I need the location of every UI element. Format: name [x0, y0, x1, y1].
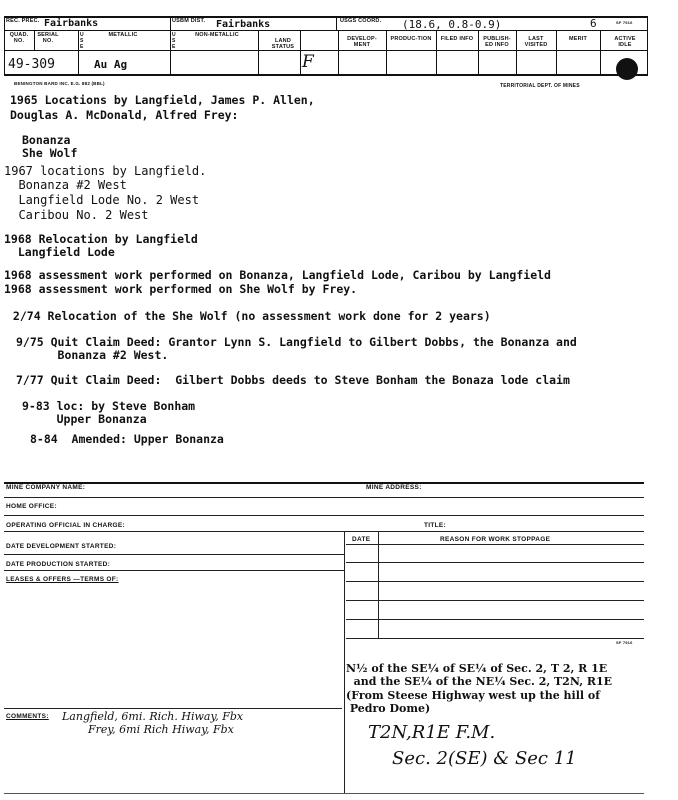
legal-description-line: (From Steese Highway west up the hill of	[346, 689, 600, 702]
land-status-value: F	[302, 52, 314, 72]
rec-prec-label: REC. PREC.	[6, 18, 40, 24]
date-column-label: DATE	[352, 536, 371, 543]
history-line: 2/74 Relocation of the She Wolf (no assessment work done for 2 years)	[6, 309, 491, 323]
published-info-label: PUBLISH-ED INFO	[483, 36, 511, 48]
printer-line: BENINGTON BARD INC. E.G. 882 (BBL)	[14, 81, 105, 86]
history-line: 1968 assessment work performed on She Wolf by Frey.	[4, 282, 358, 296]
date-development-label: DATE DEVELOPMENT STARTED:	[6, 543, 117, 550]
mine-company-label: MINE COMPANY NAME:	[6, 484, 86, 491]
usbm-dist-value: Fairbanks	[216, 19, 271, 30]
usgs-coord-label: USGS COORD.	[340, 18, 382, 24]
serial-no-label: SERIAL NO.	[37, 32, 59, 44]
legal-description-line: Pedro Dome)	[346, 702, 431, 715]
development-label: DEVELOP-MENT	[347, 36, 377, 48]
merit-label: MERIT	[568, 36, 588, 42]
filed-info-label: FILED INFO	[440, 36, 474, 42]
usgs-coord-value: (18.6, 0.8-0.9)	[402, 18, 502, 31]
land-status-label: LAND STATUS	[271, 38, 295, 50]
handwritten-comment: Frey, 6mi Rich Hiway, Fbx	[88, 723, 234, 736]
history-line: Bonanza #2 West	[4, 178, 127, 192]
history-line: 1967 locations by Langfield.	[4, 164, 207, 178]
leases-label: LEASES & OFFERS —TERMS OF:	[6, 576, 119, 583]
comments-label: COMMENTS:	[6, 713, 49, 720]
history-line: Upper Bonanza	[22, 412, 147, 426]
operating-official-label: OPERATING OFFICIAL IN CHARGE:	[6, 522, 125, 529]
date-production-label: DATE PRODUCTION STARTED:	[6, 561, 111, 568]
history-line: 1968 assessment work performed on Bonanza, Langfield Lode, Caribou by Langfield	[4, 268, 551, 282]
corner-code: SF 7916	[616, 20, 633, 25]
use-code-2: U S E	[172, 32, 176, 50]
history-line: Caribou No. 2 West	[4, 208, 149, 222]
handwritten-comment: Langfield, 6mi. Rich. Hiway, Fbx	[62, 710, 244, 723]
mine-address-label: MINE ADDRESS:	[366, 484, 422, 491]
header-grid	[4, 16, 648, 78]
active-idle-label: ACTIVE IDLE	[614, 36, 636, 48]
punch-hole-icon	[616, 58, 638, 80]
handwritten-location: Sec. 2(SE) & Sec 11	[392, 748, 577, 769]
use-code-1: U S E	[80, 32, 84, 50]
serial-value: 49-309	[8, 57, 55, 72]
history-line: Bonanza	[22, 133, 71, 147]
territorial-line: TERRITORIAL DEPT. OF MINES	[500, 83, 580, 89]
form-code: SF 7916	[616, 640, 633, 645]
handwritten-location: T2N,R1E F.M.	[368, 722, 496, 743]
history-line: 8-84 Amended: Upper Bonanza	[30, 432, 224, 446]
metallic-value: Au Ag	[94, 58, 128, 71]
history-line: Douglas A. McDonald, Alfred Frey:	[10, 108, 239, 122]
history-line: 9/75 Quit Claim Deed: Grantor Lynn S. Langfield to Gilbert Dobbs, the Bonanza and	[16, 335, 577, 349]
history-line: 1965 Locations by Langfield, James P. Allen,	[10, 93, 315, 107]
history-line: She Wolf	[22, 146, 78, 160]
metallic-label: METALLIC	[108, 32, 138, 38]
title-label: TITLE:	[424, 522, 447, 529]
usbm-dist-label: USBM DIST.	[172, 18, 206, 24]
history-line: 9-83 loc: by Steve Bonham	[22, 399, 196, 413]
last-visited-label: LAST VISITED	[524, 36, 548, 48]
nonmetallic-label: NON-METALLIC	[195, 32, 239, 38]
reason-column-label: REASON FOR WORK STOPPAGE	[440, 536, 551, 543]
legal-description-line: N½ of the SE¼ of SE¼ of Sec. 2, T 2, R 1E	[346, 662, 608, 675]
home-office-label: HOME OFFICE:	[6, 503, 57, 510]
legal-description-line: and the SE¼ of the NE¼ Sec. 2, T2N, R1E	[346, 675, 613, 688]
history-line: 1968 Relocation by Langfield	[4, 232, 198, 246]
history-line: Bonanza #2 West.	[16, 348, 169, 362]
production-label: PRODUC-TION	[390, 36, 432, 42]
corner-number: 6	[590, 17, 597, 30]
history-line: Langfield Lode	[4, 245, 115, 259]
history-line: 7/77 Quit Claim Deed: Gilbert Dobbs deeds to Steve Bonham the Bonaza lode claim	[16, 373, 570, 387]
rec-prec-value: Fairbanks	[44, 18, 99, 29]
history-line: Langfield Lode No. 2 West	[4, 193, 200, 207]
quad-no-label: QUAD. NO.	[9, 32, 29, 44]
